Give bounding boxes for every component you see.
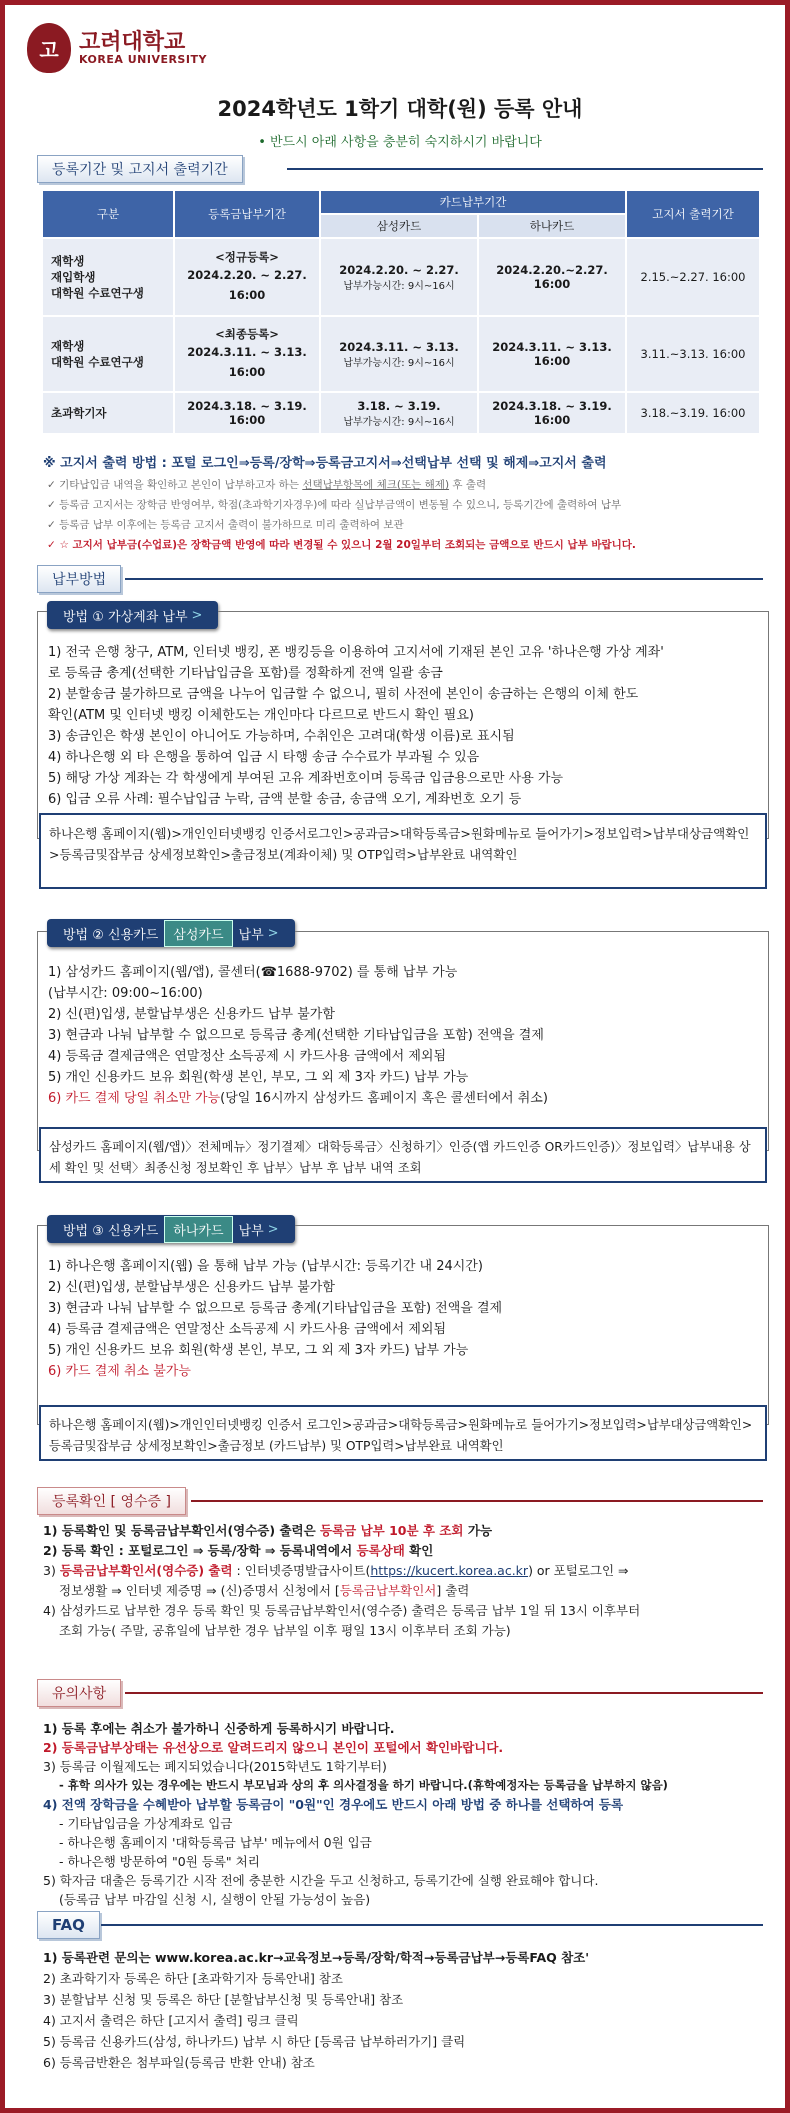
confirm-text: ) or 포털로그인 ⇒ bbox=[528, 1563, 629, 1578]
bill-print-howto: ※ 고지서 출력 방법 : 포털 로그인⇒등록/장학⇒등록금고지서⇒선택납부 선택 및 해제⇒고지서 출력 bbox=[43, 456, 607, 471]
method1-label bbox=[47, 601, 218, 629]
col-header-tuition: 등록금납부기간 bbox=[174, 190, 320, 238]
section-period-tab: 등록기간 및 고지서 출력기간 bbox=[37, 155, 243, 183]
caution-item: 3) 등록금 이월제도는 폐지되었습니다(2015학년도 1학기부터) bbox=[43, 1759, 387, 1774]
method2-item: 5) 개인 신용카드 보유 회원(학생 본인, 부모, 그 외 제 3자 카드) 납부 가능 bbox=[48, 1070, 469, 1085]
caution-item: 5) 학자금 대출은 등록기간 시작 전에 충분한 시간을 두고 신청하고, 등록기간에 실행 완료해야 합니다. bbox=[43, 1873, 599, 1888]
confirm-item: 4) 삼성카드로 납부한 경우 등록 확인 및 등록금납부확인서(영수증) 출력은 등록금 납부 1일 뒤 13시 이후부터 bbox=[43, 1603, 641, 1618]
confirm-text: 확인 bbox=[404, 1543, 434, 1558]
check-item bbox=[47, 475, 767, 495]
section-divider bbox=[191, 1500, 763, 1502]
cell-hana: 2024.2.20.~2.27. 16:00 bbox=[478, 238, 626, 316]
confirm-item bbox=[43, 1561, 763, 1581]
confirm-highlight: 등록금납부확인서 bbox=[339, 1583, 437, 1598]
cell-tuition-label: <정규등록> bbox=[215, 250, 279, 264]
cell-samsung: 2024.2.20. ~ 2.27. bbox=[339, 262, 459, 277]
caution-item: 4) 전액 장학금을 수혜받아 납부할 등록금이 "0원"인 경우에도 반드시 아래 방법 중 하나를 선택하여 등록 bbox=[43, 1797, 624, 1812]
method2-label bbox=[47, 919, 295, 947]
page-title: 2024학년도 1학기 대학(원) 등록 안내 bbox=[217, 97, 583, 121]
section-divider bbox=[287, 168, 763, 170]
cell-samsung-time: 납부가능시간: 9시~16시 bbox=[343, 280, 455, 292]
method2-path-box: 삼성카드 홈페이지(웹/앱)〉전체메뉴〉정기결제〉대학등록금〉신청하기〉인증(앱 카드인증 OR카드인증)〉정보입력〉납부내용 상세 확인 및 선택〉최종신청 정보확인 후 납부〉납부 후 납부 내역 조회 bbox=[39, 1127, 767, 1183]
caution-item: - 기타납입금을 가상계좌로 입금 bbox=[59, 1816, 233, 1831]
method1-label-text: 방법 ① 가상계좌 납부 bbox=[63, 609, 188, 625]
faq-item: 6) 등록금반환은 첨부파일(등록금 반환 안내) 참조 bbox=[43, 2055, 315, 2070]
cell-group: 초과학기자 bbox=[42, 392, 174, 434]
method1-item: 6) 입금 오류 사례: 필수납입금 누락, 금액 분할 송금, 송금액 오기, 계좌번호 오기 등 bbox=[48, 792, 522, 807]
method2-item: (납부시간: 09:00~16:00) bbox=[48, 986, 203, 1001]
confirm-text: 3) bbox=[43, 1563, 60, 1578]
table-row bbox=[42, 238, 760, 316]
method2-item: 4) 등록금 결제금액은 연말정산 소득공제 시 카드사용 금액에서 제외됨 bbox=[48, 1049, 447, 1064]
col-header-hana: 하나카드 bbox=[478, 214, 626, 238]
cancel-note: (당일 16시까지 삼성카드 홈페이지 혹은 콜센터에서 취소) bbox=[220, 1091, 548, 1106]
confirm-item bbox=[43, 1581, 763, 1601]
method2-item: 1) 삼성카드 홈페이지(웹/앱), 콜센터(☎1688-9702) 를 통해 납부 가능 bbox=[48, 965, 458, 980]
bill-checklist bbox=[47, 475, 767, 555]
check-text: 후 출력 bbox=[449, 479, 487, 491]
caution-item: 2) 등록금납부상태는 유선상으로 알려드리지 않으니 본인이 포털에서 확인바랍니다. bbox=[43, 1740, 504, 1755]
cell-samsung-time: 납부가능시간: 9시~16시 bbox=[343, 416, 455, 428]
faq-item: 4) 고지서 출력은 하단 [고지서 출력] 링크 클릭 bbox=[43, 2013, 299, 2028]
kucert-link[interactable]: https://kucert.korea.ac.kr bbox=[370, 1563, 529, 1578]
cell-hana: 2024.3.11. ~ 3.13. 16:00 bbox=[478, 316, 626, 392]
section-confirm-tab: 등록확인 [ 영수증 ] bbox=[37, 1487, 186, 1515]
method3-label-text: 방법 ③ 신용카드 bbox=[63, 1223, 159, 1239]
samsung-card-badge: 삼성카드 bbox=[164, 920, 232, 947]
check-text-underlined: 선택납부항목에 체크(또는 해제) bbox=[302, 479, 450, 491]
cell-hana: 2024.3.18. ~ 3.19. 16:00 bbox=[478, 392, 626, 434]
confirm-list bbox=[43, 1521, 763, 1641]
section-payment-tab: 납부방법 bbox=[37, 565, 121, 593]
cell-tuition: 2024.3.11. ~ 3.13. 16:00 bbox=[187, 345, 307, 379]
cell-tuition: 2024.3.18. ~ 3.19. 16:00 bbox=[174, 392, 320, 434]
confirm-text: ] 출력 bbox=[436, 1583, 470, 1598]
method3-box bbox=[37, 1225, 769, 1425]
method2-box bbox=[37, 931, 769, 1151]
section-divider bbox=[101, 1924, 763, 1926]
method3-item: 4) 등록금 결제금액은 연말정산 소득공제 시 카드사용 금액에서 제외됨 bbox=[48, 1322, 447, 1337]
check-item-warning: ✓ ☆ 고지서 납부금(수업료)은 장학금액 반영에 따라 변경될 수 있으니 2월 20일부터 조회되는 금액으로 반드시 납부 바랍니다. bbox=[47, 539, 636, 551]
method3-item: 2) 신(편)입생, 분할납부생은 신용카드 납부 불가함 bbox=[48, 1280, 335, 1295]
table-row bbox=[42, 316, 760, 392]
caution-item: 1) 등록 후에는 취소가 불가하니 신중하게 등록하시기 바랍니다. bbox=[43, 1721, 395, 1736]
chevron-right-icon: > bbox=[267, 925, 279, 941]
col-header-group: 구분 bbox=[42, 190, 174, 238]
method1-path-box: 하나은행 홈페이지(웹)>개인인터넷뱅킹 인증서로그인>공과금>대학등록금>원화메뉴로 들어가기>정보입력>납부대상금액확인>등록금및잡부금 상세정보확인>출금정보(계좌이체) 및 OTP입력>납부완료 내역확인 bbox=[39, 813, 767, 889]
section-caution-tab: 유의사항 bbox=[37, 1679, 121, 1707]
caution-item: - 하나은행 방문하여 "0원 등록" 처리 bbox=[59, 1854, 260, 1869]
method3-item: 1) 하나은행 홈페이지(웹) 을 통해 납부 가능 (납부시간: 등록기간 내 24시간) bbox=[48, 1259, 483, 1274]
method3-label bbox=[47, 1215, 295, 1243]
method1-item: 4) 하나은행 외 타 은행을 통하여 입금 시 타행 송금 수수료가 부과될 수 있음 bbox=[48, 750, 480, 765]
chevron-right-icon: > bbox=[267, 1221, 279, 1237]
method1-item: 3) 송금인은 학생 본인이 아니어도 가능하며, 수취인은 고려대(학생 이름)로 표시됨 bbox=[48, 729, 515, 744]
cell-bill: 3.11.~3.13. 16:00 bbox=[626, 316, 760, 392]
cell-tuition-label: <최종등록> bbox=[215, 327, 279, 341]
method3-item: 3) 현금과 나눠 납부할 수 없으므로 등록금 총계(기타납입금을 포함) 전액을 결제 bbox=[48, 1301, 503, 1316]
faq-item: 2) 초과학기자 등록은 하단 [초과학기자 등록안내] 참조 bbox=[43, 1971, 343, 1986]
cell-samsung-time: 납부가능시간: 9시~16시 bbox=[343, 357, 455, 369]
caution-item: - 휴학 의사가 있는 경우에는 반드시 부모님과 상의 후 의사결정을 하기 바랍니다.(휴학예정자는 등록금을 납부하지 않음) bbox=[59, 1778, 668, 1792]
section-faq-tab: FAQ bbox=[37, 1911, 100, 1939]
confirm-item bbox=[43, 1521, 763, 1541]
cell-samsung: 3.18. ~ 3.19. bbox=[357, 398, 441, 413]
col-header-bill: 고지서 출력기간 bbox=[626, 190, 760, 238]
confirm-highlight: 등록금 납부 10분 후 조회 bbox=[320, 1523, 464, 1538]
chevron-right-icon: > bbox=[191, 607, 203, 623]
logo-english-name: KOREA UNIVERSITY bbox=[79, 52, 207, 66]
university-emblem-icon: 고 bbox=[27, 23, 71, 73]
method1-box bbox=[37, 611, 769, 839]
cell-tuition: 2024.2.20. ~ 2.27. 16:00 bbox=[187, 268, 307, 302]
logo-korean-name: 고려대학교 bbox=[79, 29, 186, 55]
cell-samsung: 2024.3.11. ~ 3.13. bbox=[339, 339, 459, 354]
method2-label-text: 방법 ② 신용카드 bbox=[63, 927, 159, 943]
faq-item: 5) 등록금 신용카드(삼성, 하나카드) 납부 시 하단 [등록금 납부하러가기] 클릭 bbox=[43, 2034, 466, 2049]
registration-period-table bbox=[41, 189, 761, 435]
cancel-note-red: 6) 카드 결제 당일 취소만 가능 bbox=[48, 1091, 221, 1106]
check-item: ✓ 등록금 납부 이후에는 등록금 고지서 출력이 불가하므로 미리 출력하여 보관 bbox=[47, 519, 404, 531]
check-text: ✓ 기타납입금 내역을 확인하고 본인이 납부하고자 하는 bbox=[47, 479, 303, 491]
method2-item: 3) 현금과 나눠 납부할 수 없으므로 등록금 총계(선택한 기타납입금을 포함) 전액을 결제 bbox=[48, 1028, 544, 1043]
cell-group: 재학생 재입학생 대학원 수료연구생 bbox=[42, 238, 174, 316]
method1-item: 1) 전국 은행 창구, ATM, 인터넷 뱅킹, 폰 뱅킹등을 이용하여 고지서에 기재된 본인 고유 '하나은행 가상 계좌' bbox=[48, 645, 664, 660]
method3-item: 5) 개인 신용카드 보유 회원(학생 본인, 부모, 그 외 제 3자 카드) 납부 가능 bbox=[48, 1343, 469, 1358]
confirm-item: 조회 가능( 주말, 공휴일에 납부한 경우 납부일 이후 평일 13시 이후부터 조회 가능) bbox=[59, 1623, 511, 1638]
caution-list bbox=[43, 1719, 763, 1909]
confirm-highlight: 등록금납부확인서(영수증) 출력 bbox=[59, 1563, 233, 1578]
caution-item: - 하나은행 홈페이지 '대학등록금 납부' 메뉴에서 0원 입금 bbox=[59, 1835, 372, 1850]
confirm-text: : 인터넷증명발급사이트( bbox=[232, 1563, 371, 1578]
hana-card-badge: 하나카드 bbox=[164, 1216, 232, 1243]
confirm-text: 2) 등록 확인 : 포털로그인 ⇒ 등록/장학 ⇒ 등록내역에서 bbox=[43, 1543, 357, 1558]
method1-item: 2) 분할송금 불가하므로 금액을 나누어 입금할 수 없으니, 필히 사전에 본인이 송금하는 은행의 이체 한도 bbox=[48, 687, 639, 702]
table-row bbox=[42, 392, 760, 434]
caution-item: (등록금 납부 마감일 신청 시, 실행이 안될 가능성이 높음) bbox=[59, 1892, 371, 1907]
section-divider bbox=[125, 1692, 763, 1694]
col-header-card: 카드납부기간 bbox=[320, 190, 626, 214]
method1-item: 로 등록금 총계(선택한 기타납입금을 포함)를 정확하게 전액 일괄 송금 bbox=[48, 666, 443, 681]
faq-item: 1) 등록관련 문의는 www.korea.ac.kr→교육정보→등록/장학/학적→등록금납부→등록FAQ 참조' bbox=[43, 1950, 590, 1965]
col-header-samsung: 삼성카드 bbox=[320, 214, 478, 238]
faq-item: 3) 분할납부 신청 및 등록은 하단 [분할납부신청 및 등록안내] 참조 bbox=[43, 1992, 404, 2007]
method3-label-suffix: 납부 bbox=[238, 1223, 264, 1239]
method1-item: 5) 해당 가상 계좌는 각 학생에게 부여된 고유 계좌번호이며 등록금 입금용으로만 사용 가능 bbox=[48, 771, 564, 786]
cell-group: 재학생 대학원 수료연구생 bbox=[42, 316, 174, 392]
method2-label-suffix: 납부 bbox=[238, 927, 264, 943]
method2-item-6 bbox=[48, 1088, 762, 1109]
section-divider bbox=[125, 578, 763, 580]
confirm-text: 정보생활 ⇒ 인터넷 제증명 ⇒ (신)증명서 신청에서 [ bbox=[59, 1583, 340, 1598]
university-logo[interactable] bbox=[27, 23, 207, 73]
notice-text: • 반드시 아래 사항을 충분히 숙지하시기 바랍니다 bbox=[258, 135, 542, 150]
confirm-text: 가능 bbox=[463, 1523, 493, 1538]
method3-item-6: 6) 카드 결제 취소 불가능 bbox=[48, 1364, 191, 1379]
cell-bill: 2.15.~2.27. 16:00 bbox=[626, 238, 760, 316]
confirm-highlight: 등록상태 bbox=[356, 1543, 405, 1558]
check-item: ✓ 등록금 고지서는 장학금 반영여부, 학점(초과학기자경우)에 따라 실납부금액이 변동될 수 있으니, 등록기간에 출력하여 납부 bbox=[47, 499, 622, 511]
cell-bill: 3.18.~3.19. 16:00 bbox=[626, 392, 760, 434]
method1-item: 확인(ATM 및 인터넷 뱅킹 이체한도는 개인마다 다르므로 반드시 확인 필요) bbox=[48, 708, 474, 723]
method2-item: 2) 신(편)입생, 분할납부생은 신용카드 납부 불가함 bbox=[48, 1007, 335, 1022]
faq-list bbox=[43, 1947, 763, 2073]
confirm-item bbox=[43, 1541, 763, 1561]
method3-path-box: 하나은행 홈페이지(웹)>개인인터넷뱅킹 인증서 로그인>공과금>대학등록금>원화메뉴로 들어가기>정보입력>납부대상금액확인>등록금및잡부금 상세정보확인>출금정보 (카드납부) 및 OTP입력>납부완료 내역확인 bbox=[39, 1405, 767, 1461]
confirm-text: 1) 등록확인 및 등록금납부확인서(영수증) 출력은 bbox=[43, 1523, 321, 1538]
